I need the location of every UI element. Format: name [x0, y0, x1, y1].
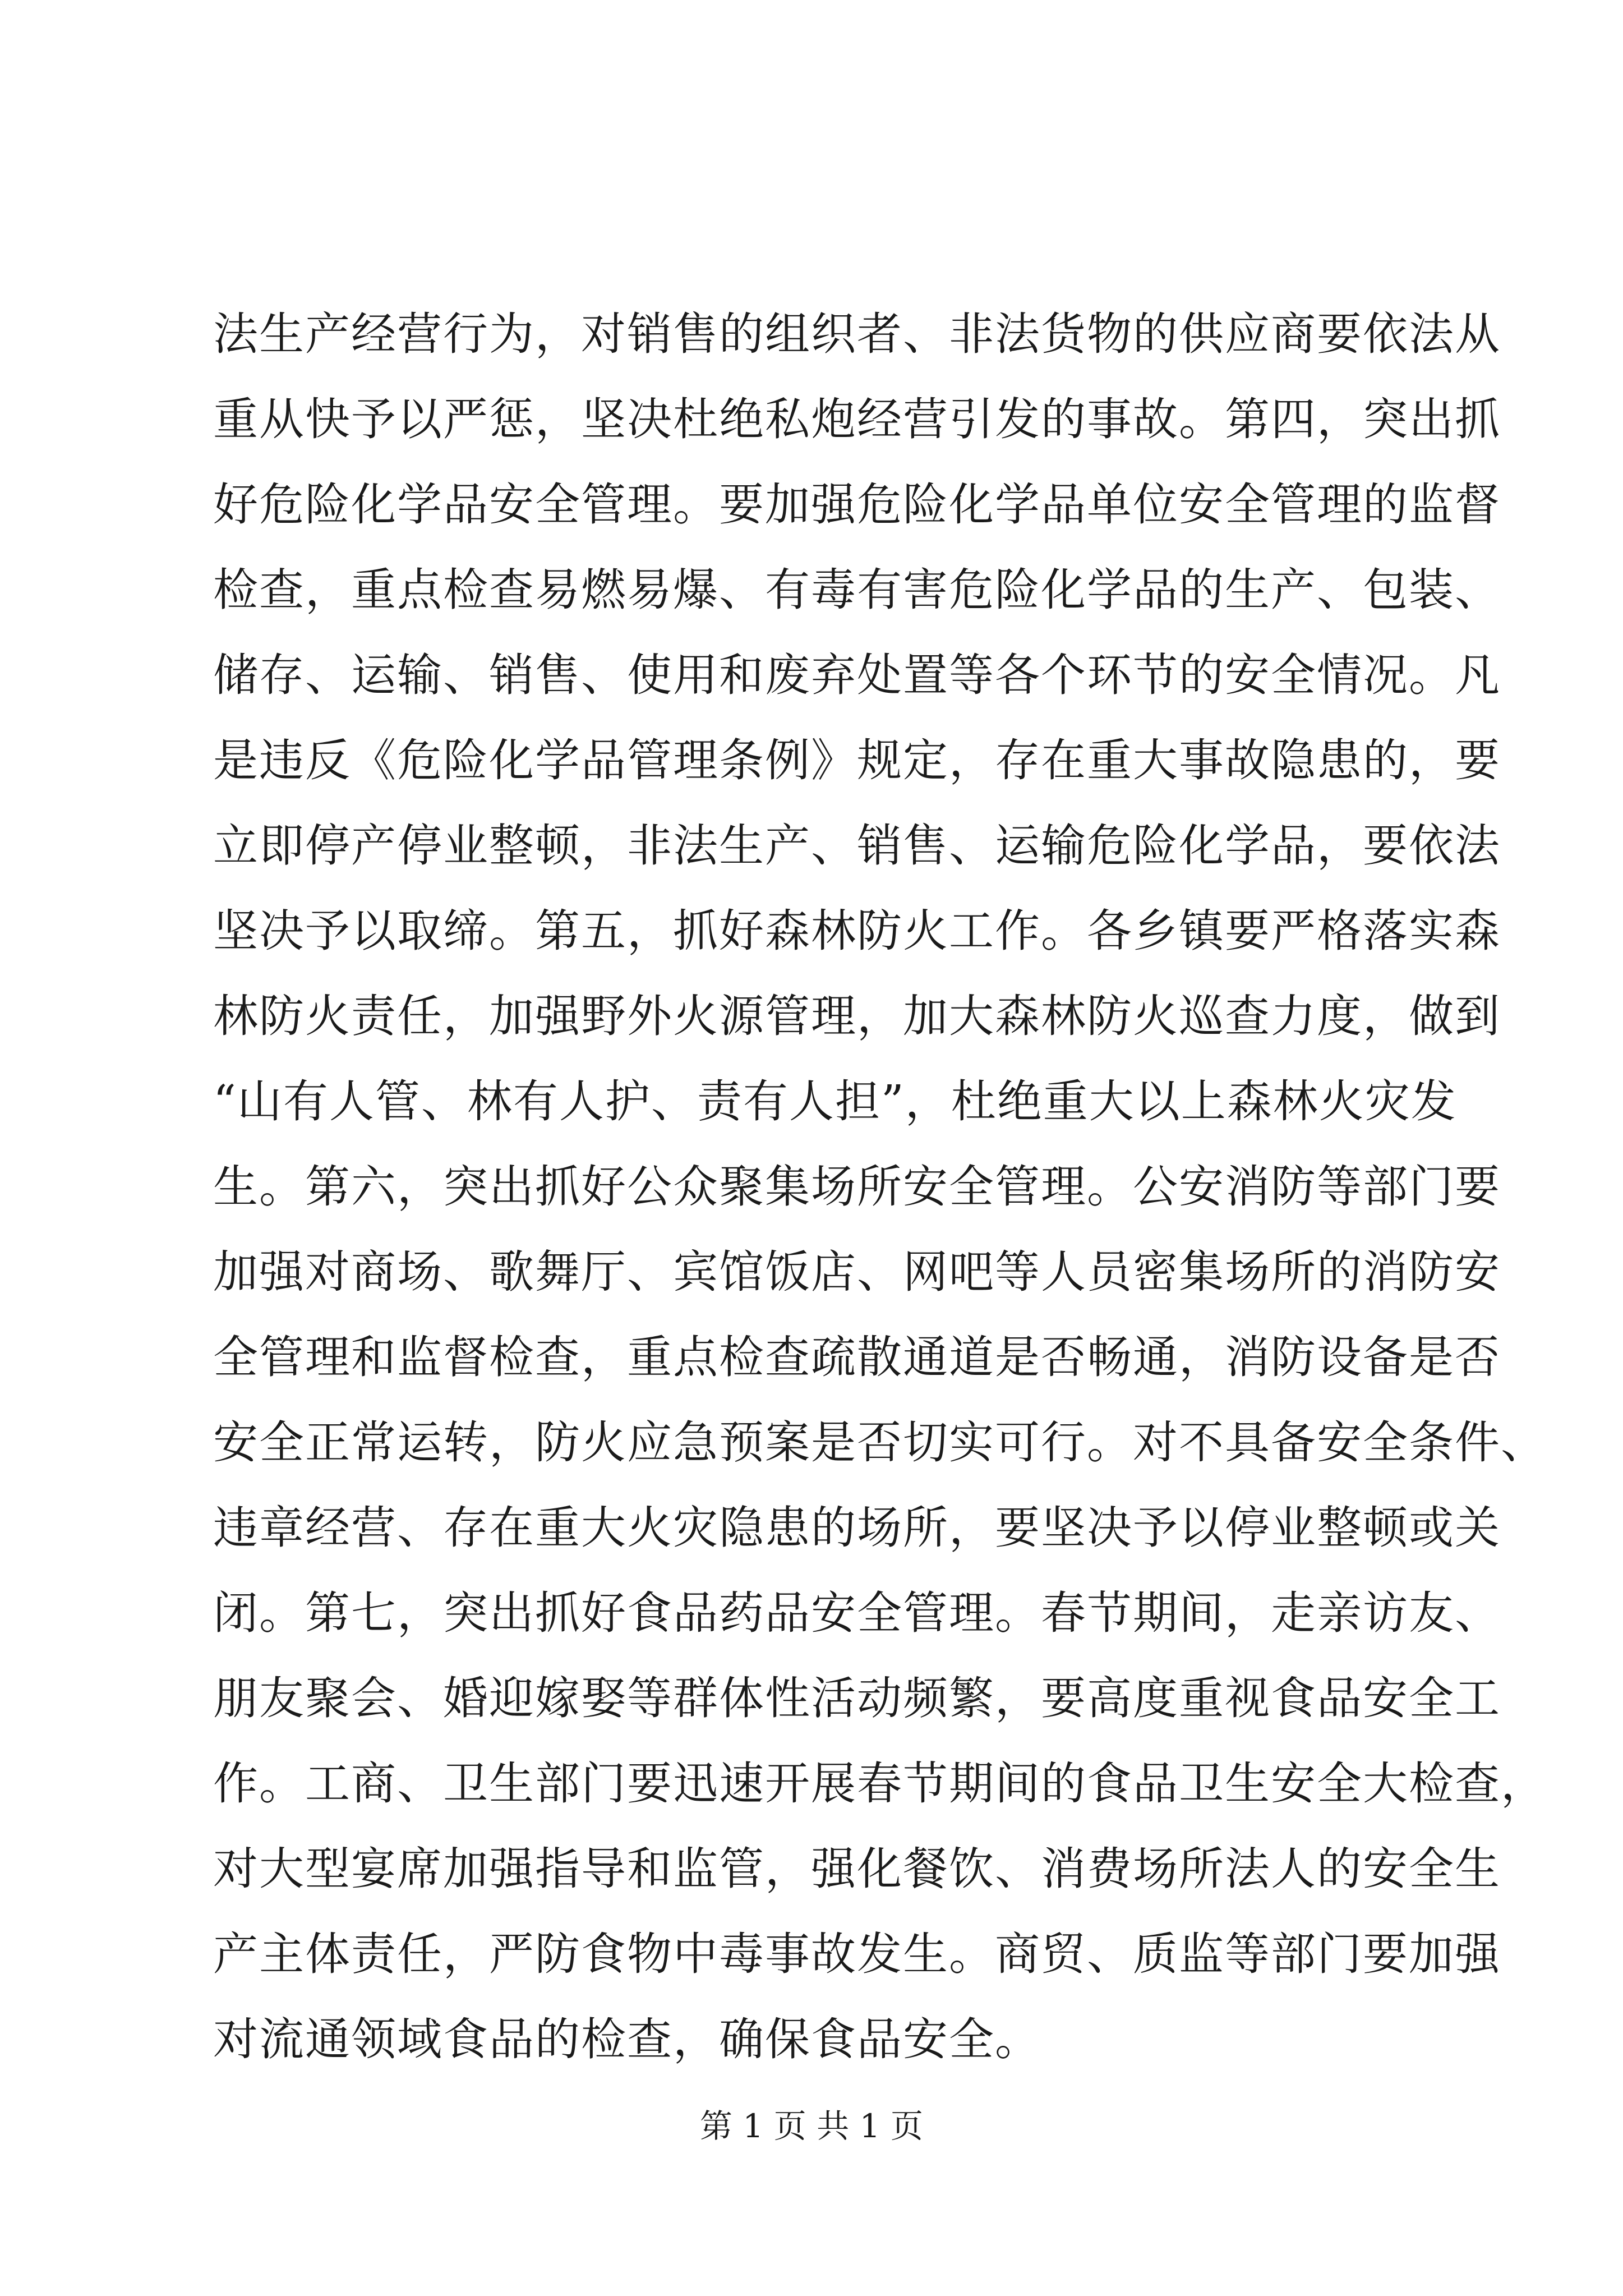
text-line: 生。第六，突出抓好公众聚集场所安全管理。公安消防等部门要: [213, 1161, 1501, 1213]
text-line: 重从快予以严惩，坚决杜绝私炮经营引发的事故。第四，突出抓: [213, 393, 1501, 445]
text-line: 林防火责任，加强野外火源管理，加大森林防火巡查力度，做到: [213, 990, 1501, 1042]
text-line: 安全正常运转，防火应急预案是否切实可行。对不具备安全条件、: [213, 1416, 1547, 1469]
text-line: 加强对商场、歌舞厅、宾馆饭店、网吧等人员密集场所的消防安: [213, 1246, 1501, 1298]
text-line: 朋友聚会、婚迎嫁娶等群体性活动频繁，要高度重视食品安全工: [213, 1672, 1501, 1724]
text-line: 法生产经营行为，对销售的组织者、非法货物的供应商要依法从: [213, 308, 1501, 360]
text-line: 坚决予以取缔。第五，抓好森林防火工作。各乡镇要严格落实森: [213, 905, 1501, 957]
text-line: 储存、运输、销售、使用和废弃处置等各个环节的安全情况。凡: [213, 649, 1501, 701]
text-line: 闭。第七，突出抓好食品药品安全管理。春节期间，走亲访友、: [213, 1587, 1501, 1639]
text-line: 作。工商、卫生部门要迅速开展春节期间的食品卫生安全大检查，: [213, 1757, 1547, 1810]
body-paragraph: [213, 292, 1547, 2082]
text-line: 违章经营、存在重大火灾隐患的场所，要坚决予以停业整顿或关: [213, 1502, 1501, 1554]
text-line: “山有人管、林有人护、责有人担”，杜绝重大以上森林火灾发: [213, 1075, 1457, 1128]
text-line: 检查，重点检查易燃易爆、有毒有害危险化学品的生产、包装、: [213, 564, 1501, 616]
text-line: 对流通领域食品的检查，确保食品安全。: [213, 2013, 1041, 2065]
text-line: 立即停产停业整顿，非法生产、销售、运输危险化学品，要依法: [213, 820, 1501, 872]
text-line: 产主体责任，严防食物中毒事故发生。商贸、质监等部门要加强: [213, 1928, 1501, 1980]
text-line: 全管理和监督检查，重点检查疏散通道是否畅通，消防设备是否: [213, 1331, 1501, 1383]
text-line: 是违反《危险化学品管理条例》规定，存在重大事故隐患的，要: [213, 734, 1501, 786]
text-line: 对大型宴席加强指导和监管，强化餐饮、消费场所法人的安全生: [213, 1843, 1501, 1895]
text-line: 好危险化学品安全管理。要加强危险化学品单位安全管理的监督: [213, 478, 1501, 531]
page-footer: 第 1 页 共 1 页: [700, 2107, 923, 2145]
